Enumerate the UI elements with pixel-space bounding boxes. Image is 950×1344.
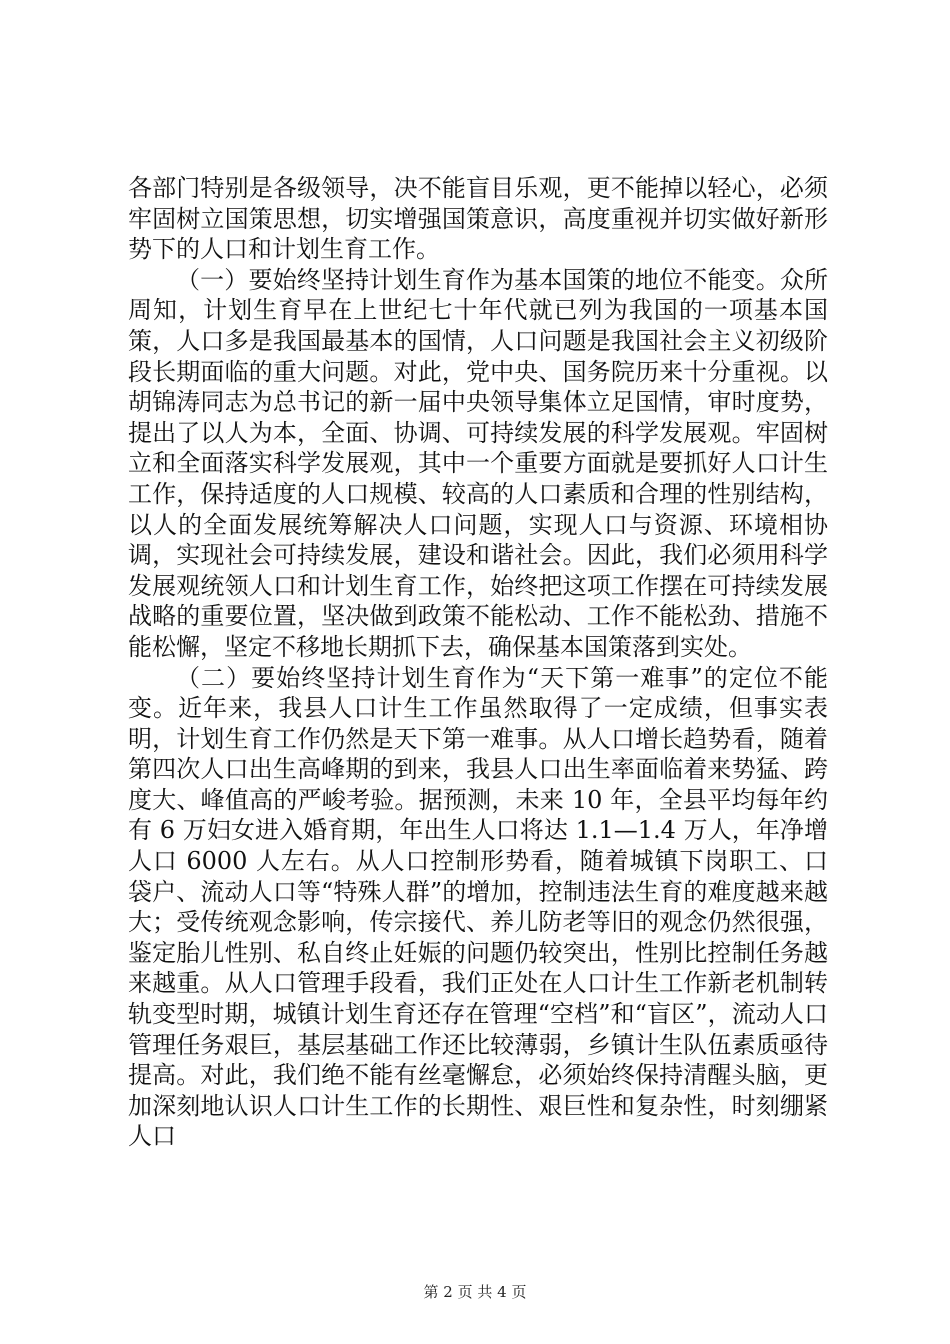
paragraph-section-two: （二）要始终坚持计划生育作为“天下第一难事”的定位不能变。近年来，我县人口计生工作虽然取得了一定成绩，但事实表明，计划生育工作仍然是天下第一难事。从人口增长趋势看，随着第四次人口出生高峰期的到来，我县人口出生率面临着来势猛、跨度大、峰值高的严峻考验。据预测，未来 10 年，全县平均每年约有 6 万妇女进入婚育期，年出生人口将达 1.1—1.4 万人，年净增人口 6000 人左右。从人口控制形势看，随着城镇下岗职工、口袋户、流动人口等“特殊人群”的增加，控制违法生育的难度越来越大；受传统观念影响，传宗接代、养儿防老等旧的观念仍然很强，鉴定胎儿性别、私自终止妊娠的问题仍较突出，性别比控制任务越来越重。从人口管理手段看，我们正处在人口计生工作新老机制转轨变型时期，城镇计划生育还存在管理“空档”和“盲区”，流动人口管理任务艰巨，基层基础工作还比较薄弱，乡镇计生队伍素质亟待提高。对此，我们绝不能有丝毫懈怠，必须始终保持清醒头脑，更加深刻地认识人口计生工作的长期性、艰巨性和复杂性，时刻绷紧人口 <box>128 663 828 1151</box>
page-number-footer: 第 2 页 共 4 页 <box>423 1283 527 1301</box>
document-body <box>128 173 828 1152</box>
paragraph-section-one: （一）要始终坚持计划生育作为基本国策的地位不能变。众所周知，计划生育早在上世纪七十年代就已列为我国的一项基本国策，人口多是我国最基本的国情，人口问题是我国社会主义初级阶段长期面临的重大问题。对此，党中央、国务院历来十分重视。以胡锦涛同志为总书记的新一届中央领导集体立足国情，审时度势，提出了以人为本，全面、协调、可持续发展的科学发展观。牢固树立和全面落实科学发展观，其中一个重要方面就是要抓好人口计生工作，保持适度的人口规模、较高的人口素质和合理的性别结构，以人的全面发展统筹解决人口问题，实现人口与资源、环境相协调，实现社会可持续发展，建设和谐社会。因此，我们必须用科学发展观统领人口和计划生育工作，始终把这项工作摆在可持续发展战略的重要位置，坚决做到政策不能松动、工作不能松劲、措施不能松懈，坚定不移地长期抓下去，确保基本国策落到实处。 <box>128 265 828 661</box>
paragraph-continuation: 各部门特别是各级领导，决不能盲目乐观，更不能掉以轻心，必须牢固树立国策思想，切实增强国策意识，高度重视并切实做好新形势下的人口和计划生育工作。 <box>128 174 828 264</box>
